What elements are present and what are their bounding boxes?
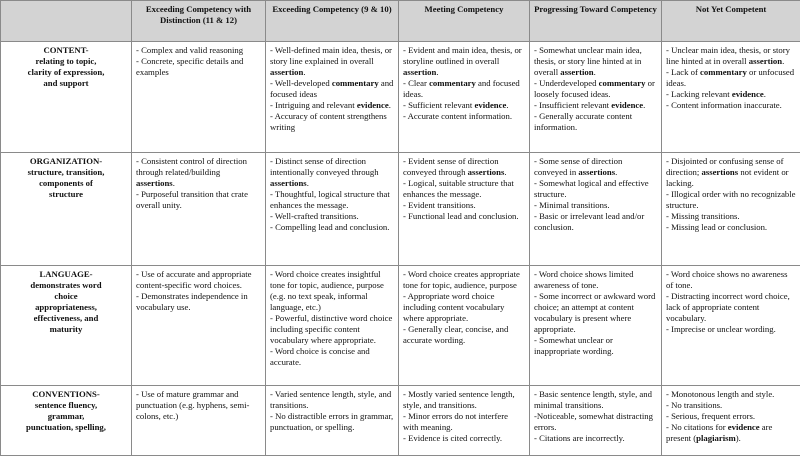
- cell-bullet: - Concrete, specific details and examples: [136, 56, 261, 78]
- cell-bullet: - Monotonous length and style.: [666, 389, 796, 400]
- cell-exceeding: [266, 42, 399, 153]
- cell-bullet: - Minimal transitions.: [534, 200, 657, 211]
- cell-bullet: - Missing transitions.: [666, 211, 796, 222]
- cell-meeting: [399, 42, 530, 153]
- cell-bullet: - No distractible errors in grammar, punctuation, or spelling.: [270, 411, 394, 433]
- criteria-line: grammar,: [5, 411, 127, 422]
- cell-exceeding: [266, 386, 399, 456]
- cell-bullet: - Illogical order with no recognizable structure.: [666, 189, 796, 211]
- criteria-line: CONTENT-: [5, 45, 127, 56]
- criteria-line: LANGUAGE-: [5, 269, 127, 280]
- cell-bullet: - Use of accurate and appropriate content-specific word choices.: [136, 269, 261, 291]
- cell-exceeding-distinction: [132, 42, 266, 153]
- cell-bullet: - Complex and valid reasoning: [136, 45, 261, 56]
- cell-bullet: - Generally accurate content information.: [534, 111, 657, 133]
- criteria-line: punctuation, spelling,: [5, 422, 127, 433]
- cell-bullet: - Well-defined main idea, thesis, or story line explained in overall assertion.: [270, 45, 394, 78]
- criteria-line: sentence fluency,: [5, 400, 127, 411]
- header-exceeding-distinction: Exceeding Competency with Distinction (11 & 12): [132, 1, 266, 42]
- cell-bullet: - Word choice shows limited awareness of tone.: [534, 269, 657, 291]
- criteria-line: maturity: [5, 324, 127, 335]
- cell-bullet: - Content information inaccurate.: [666, 100, 796, 111]
- cell-meeting: [399, 153, 530, 266]
- header-exceeding: Exceeding Competency (9 & 10): [266, 1, 399, 42]
- criteria-line: structure: [5, 189, 127, 200]
- cell-progressing: [530, 42, 662, 153]
- cell-bullet: -Noticeable, somewhat distracting errors.: [534, 411, 657, 433]
- cell-exceeding-distinction: [132, 266, 266, 386]
- header-corner: [1, 1, 132, 42]
- cell-bullet: - Evidence is cited correctly.: [403, 433, 525, 444]
- cell-bullet: - Lacking relevant evidence.: [666, 89, 796, 100]
- cell-exceeding-distinction: [132, 386, 266, 456]
- cell-bullet: - Evident and main idea, thesis, or storyline outlined in overall assertion.: [403, 45, 525, 78]
- cell-bullet: - Some sense of direction conveyed in assertions.: [534, 156, 657, 178]
- cell-bullet: - Serious, frequent errors.: [666, 411, 796, 422]
- criteria-label: [1, 266, 132, 386]
- criteria-line: components of: [5, 178, 127, 189]
- cell-bullet: - Appropriate word choice including content vocabulary where appropriate.: [403, 291, 525, 324]
- cell-bullet: - Clear commentary and focused ideas.: [403, 78, 525, 100]
- criteria-label: [1, 42, 132, 153]
- cell-meeting: [399, 386, 530, 456]
- cell-bullet: - Basic or irrelevant lead and/or conclusion.: [534, 211, 657, 233]
- cell-progressing: [530, 153, 662, 266]
- cell-bullet: - No citations for evidence are present (plagiarism).: [666, 422, 796, 444]
- cell-bullet: - Use of mature grammar and punctuation (e.g. hyphens, semi-colons, etc.): [136, 389, 261, 422]
- cell-exceeding: [266, 153, 399, 266]
- cell-bullet: - Evident sense of direction conveyed through assertions.: [403, 156, 525, 178]
- cell-not-yet: [662, 153, 800, 266]
- criteria-label: [1, 153, 132, 266]
- cell-bullet: - Consistent control of direction through related/building assertions.: [136, 156, 261, 189]
- criteria-line: structure, transition,: [5, 167, 127, 178]
- cell-bullet: - Distracting incorrect word choice, lack of appropriate content vocabulary.: [666, 291, 796, 324]
- criteria-line: relating to topic,: [5, 56, 127, 67]
- cell-bullet: - Generally clear, concise, and accurate wording.: [403, 324, 525, 346]
- cell-exceeding: [266, 266, 399, 386]
- cell-bullet: - Word choice creates insightful tone for topic, audience, purpose (e.g. no text speak, informal language, etc.): [270, 269, 394, 313]
- cell-bullet: - Imprecise or unclear wording.: [666, 324, 796, 335]
- cell-bullet: - Underdeveloped commentary or loosely focused ideas.: [534, 78, 657, 100]
- criteria-line: choice: [5, 291, 127, 302]
- criteria-line: appropriateness,: [5, 302, 127, 313]
- criteria-line: clarity of expression,: [5, 67, 127, 78]
- cell-meeting: [399, 266, 530, 386]
- cell-bullet: - Word choice creates appropriate tone for topic, audience, purpose: [403, 269, 525, 291]
- cell-bullet: - Disjointed or confusing sense of direction; assertions not evident or lacking.: [666, 156, 796, 189]
- cell-bullet: - Unclear main idea, thesis, or story line hinted at in overall assertion.: [666, 45, 796, 67]
- criteria-line: and support: [5, 78, 127, 89]
- criteria-line: demonstrates word: [5, 280, 127, 291]
- cell-bullet: - Basic sentence length, style, and minimal transitions.: [534, 389, 657, 411]
- cell-not-yet: [662, 42, 800, 153]
- cell-bullet: - No transitions.: [666, 400, 796, 411]
- cell-not-yet: [662, 266, 800, 386]
- cell-bullet: - Functional lead and conclusion.: [403, 211, 525, 222]
- cell-bullet: - Purposeful transition that crate overall unity.: [136, 189, 261, 211]
- cell-bullet: - Citations are incorrectly.: [534, 433, 657, 444]
- header-row: [1, 1, 800, 42]
- criteria-line: CONVENTIONS-: [5, 389, 127, 400]
- criteria-line: ORGANIZATION-: [5, 156, 127, 167]
- cell-bullet: - Intriguing and relevant evidence.: [270, 100, 394, 111]
- cell-bullet: - Varied sentence length, style, and transitions.: [270, 389, 394, 411]
- cell-bullet: - Evident transitions.: [403, 200, 525, 211]
- criteria-label: [1, 386, 132, 456]
- cell-bullet: - Thoughtful, logical structure that enhances the message.: [270, 189, 394, 211]
- cell-bullet: - Compelling lead and conclusion.: [270, 222, 394, 233]
- header-meeting: Meeting Competency: [399, 1, 530, 42]
- cell-bullet: - Insufficient relevant evidence.: [534, 100, 657, 111]
- row-conventions: [1, 386, 800, 456]
- cell-bullet: - Demonstrates independence in vocabulary use.: [136, 291, 261, 313]
- cell-bullet: - Accurate content information.: [403, 111, 525, 122]
- cell-bullet: - Mostly varied sentence length, style, and transitions.: [403, 389, 525, 411]
- row-language: [1, 266, 800, 386]
- cell-progressing: [530, 386, 662, 456]
- cell-bullet: - Sufficient relevant evidence.: [403, 100, 525, 111]
- cell-bullet: - Lack of commentary or unfocused ideas.: [666, 67, 796, 89]
- cell-not-yet: [662, 386, 800, 456]
- criteria-line: effectiveness, and: [5, 313, 127, 324]
- cell-bullet: - Some incorrect or awkward word choice; an attempt at content vocabulary is present where appropriate.: [534, 291, 657, 335]
- cell-exceeding-distinction: [132, 153, 266, 266]
- header-not-yet: Not Yet Competent: [662, 1, 800, 42]
- cell-progressing: [530, 266, 662, 386]
- row-organization: [1, 153, 800, 266]
- rubric-body: [1, 42, 800, 456]
- cell-bullet: - Word choice shows no awareness of tone.: [666, 269, 796, 291]
- cell-bullet: - Accuracy of content strengthens writing: [270, 111, 394, 133]
- cell-bullet: - Word choice is concise and accurate.: [270, 346, 394, 368]
- header-progressing: Progressing Toward Competency: [530, 1, 662, 42]
- cell-bullet: - Somewhat unclear main idea, thesis, or story line hinted at in overall assertion.: [534, 45, 657, 78]
- row-content: [1, 42, 800, 153]
- cell-bullet: - Logical, suitable structure that enhances the message.: [403, 178, 525, 200]
- cell-bullet: - Distinct sense of direction intentionally conveyed through assertions.: [270, 156, 394, 189]
- cell-bullet: - Somewhat logical and effective structure.: [534, 178, 657, 200]
- cell-bullet: - Somewhat unclear or inappropriate wording.: [534, 335, 657, 357]
- cell-bullet: - Well-developed commentary and focused ideas: [270, 78, 394, 100]
- cell-bullet: - Well-crafted transitions.: [270, 211, 394, 222]
- cell-bullet: - Powerful, distinctive word choice including specific content vocabulary where appropriate.: [270, 313, 394, 346]
- cell-bullet: - Missing lead or conclusion.: [666, 222, 796, 233]
- cell-bullet: - Minor errors do not interfere with meaning.: [403, 411, 525, 433]
